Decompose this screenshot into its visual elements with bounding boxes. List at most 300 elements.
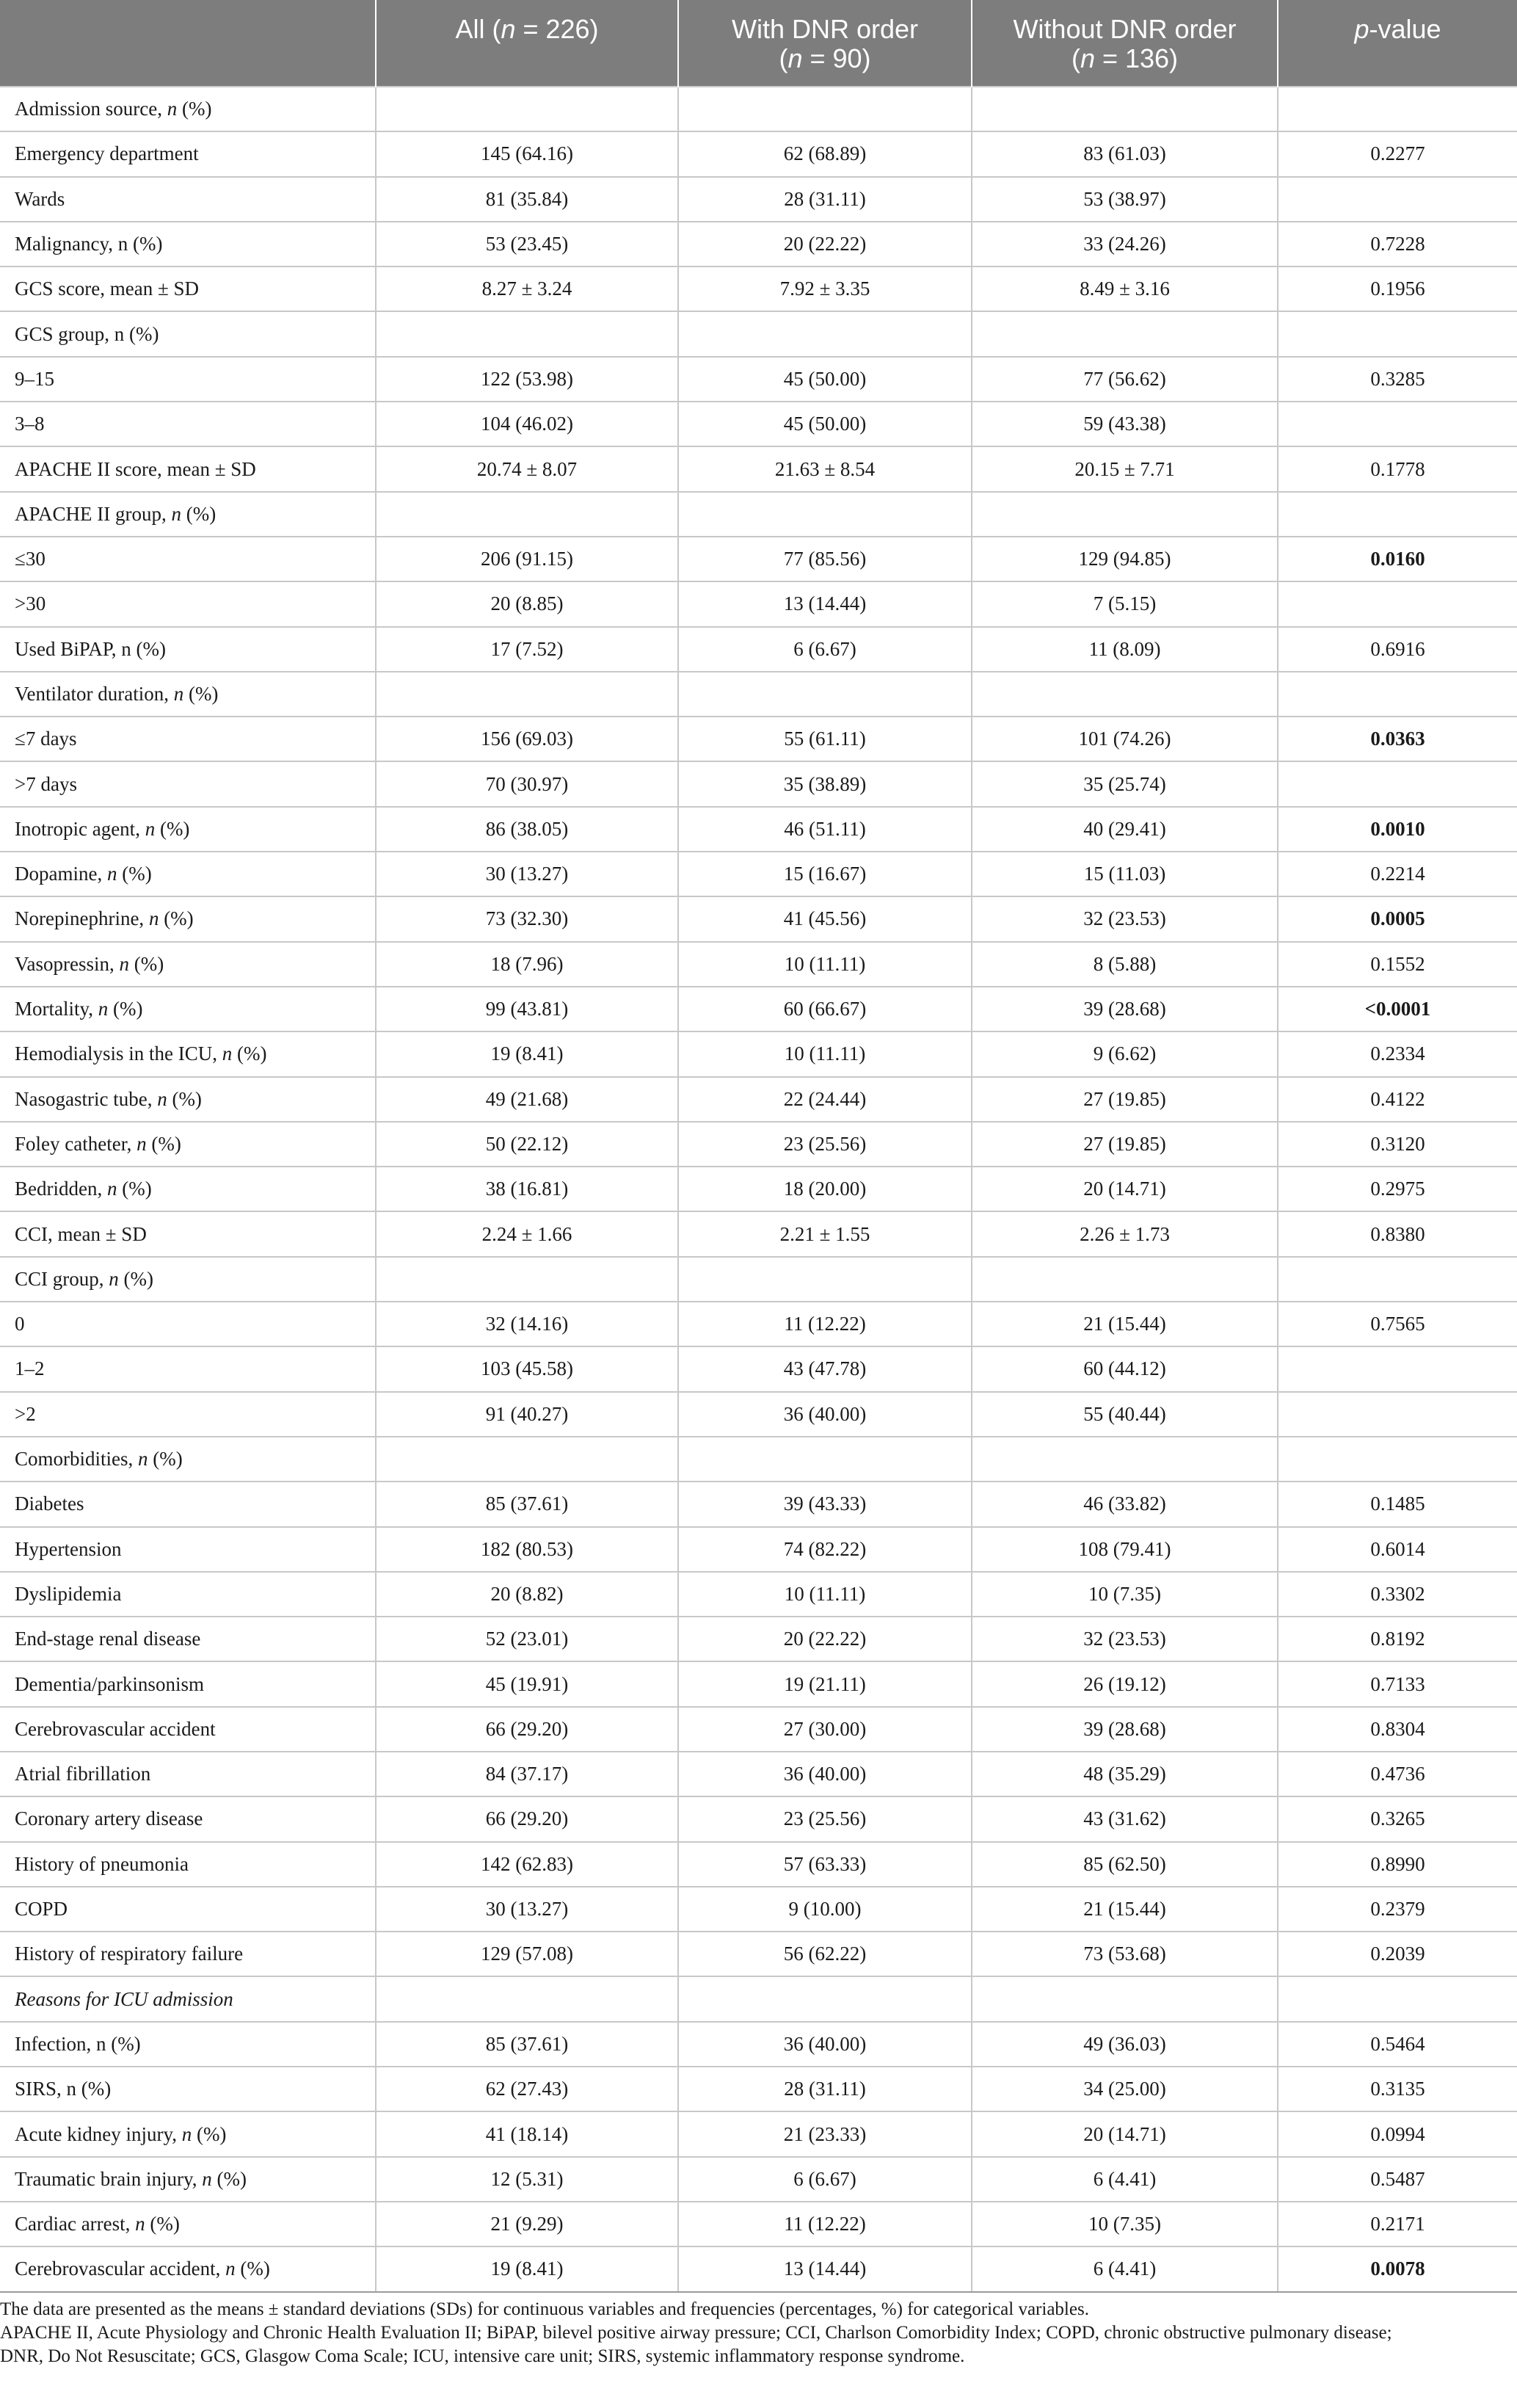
table-row xyxy=(0,1031,1517,1076)
value-cell xyxy=(972,1976,1278,2021)
value-cell: 32 (14.16) xyxy=(376,1302,678,1346)
value-cell: 45 (50.00) xyxy=(678,402,972,446)
table-row xyxy=(0,1302,1517,1346)
footnote-line: DNR, Do Not Resuscitate; GCS, Glasgow Coma Scale; ICU, intensive care unit; SIRS, systemic inflammatory response syndrome. xyxy=(0,2346,965,2366)
text-segment: n xyxy=(106,1178,117,1200)
value-cell: 49 (21.68) xyxy=(376,1077,678,1122)
value-cell: 6 (6.67) xyxy=(678,2157,972,2202)
p-value-cell: 0.1956 xyxy=(1278,266,1517,311)
table-row xyxy=(0,987,1517,1031)
value-cell: 13 (14.44) xyxy=(678,2246,972,2291)
value-cell: 18 (7.96) xyxy=(376,942,678,987)
value-cell: 17 (7.52) xyxy=(376,627,678,672)
text-segment: Nasogastric tube, xyxy=(15,1087,158,1110)
text-segment: Emergency department xyxy=(15,142,199,165)
text-segment: (%) xyxy=(155,817,190,840)
text-segment: (%) xyxy=(183,683,219,705)
value-cell: 145 (64.16) xyxy=(376,131,678,176)
value-cell: 39 (43.33) xyxy=(678,1482,972,1526)
text-segment: Atrial fibrillation xyxy=(15,1763,151,1785)
table-row xyxy=(0,581,1517,626)
table-row xyxy=(0,311,1517,356)
p-value-cell: 0.7565 xyxy=(1278,1302,1517,1346)
text-segment: Comorbidities, xyxy=(15,1448,138,1470)
row-label xyxy=(0,2022,376,2067)
p-value-cell: 0.8380 xyxy=(1278,1211,1517,1256)
value-cell: 48 (35.29) xyxy=(972,1752,1278,1796)
text-segment: n xyxy=(157,1087,167,1110)
p-value-cell: 0.7228 xyxy=(1278,222,1517,266)
row-label xyxy=(0,1437,376,1482)
row-label xyxy=(0,807,376,852)
column-header xyxy=(1278,0,1517,87)
table-row xyxy=(0,1437,1517,1482)
value-cell: 21.63 ± 8.54 xyxy=(678,446,972,491)
text-segment: n xyxy=(119,952,129,975)
value-cell: 34 (25.00) xyxy=(972,2067,1278,2111)
value-cell: 6 (4.41) xyxy=(972,2246,1278,2291)
table-row xyxy=(0,807,1517,852)
row-label xyxy=(0,1617,376,1661)
value-cell: 46 (51.11) xyxy=(678,807,972,852)
text-segment: n xyxy=(222,1042,233,1065)
text-segment: Without DNR order xyxy=(1013,14,1237,44)
text-segment: n xyxy=(106,863,117,885)
text-segment: n xyxy=(109,1267,119,1290)
value-cell: 182 (80.53) xyxy=(376,1527,678,1572)
p-value-cell: 0.4736 xyxy=(1278,1752,1517,1796)
text-segment: (%) xyxy=(159,907,194,930)
value-cell: 85 (37.61) xyxy=(376,1482,678,1526)
p-value-cell: 0.2379 xyxy=(1278,1887,1517,1932)
p-value-cell: 0.7133 xyxy=(1278,1661,1517,1706)
value-cell xyxy=(678,87,972,131)
p-value-cell: 0.3302 xyxy=(1278,1572,1517,1617)
row-label xyxy=(0,1796,376,1841)
value-cell: 32 (23.53) xyxy=(972,1617,1278,1661)
text-segment: Hemodialysis in the ICU, xyxy=(15,1042,222,1065)
text-segment: SIRS, n (%) xyxy=(15,2078,112,2100)
text-segment: n xyxy=(501,14,516,44)
table-row xyxy=(0,1976,1517,2021)
table-row xyxy=(0,717,1517,761)
p-value-cell: 0.8192 xyxy=(1278,1617,1517,1661)
value-cell: 53 (38.97) xyxy=(972,177,1278,222)
value-cell: 41 (45.56) xyxy=(678,896,972,941)
footnote-line: The data are presented as the means ± standard deviations (SDs) for continuous variables and frequencies (percentages, %) for categorical variables. xyxy=(0,2299,1089,2319)
table-row xyxy=(0,2022,1517,2067)
text-segment: Wards xyxy=(15,187,65,210)
text-segment: Used BiPAP, n (%) xyxy=(15,637,167,660)
text-segment: 0 xyxy=(15,1313,25,1335)
p-value-cell: 0.3285 xyxy=(1278,357,1517,402)
text-segment: (%) xyxy=(211,2167,247,2190)
value-cell: 10 (7.35) xyxy=(972,1572,1278,1617)
row-label xyxy=(0,942,376,987)
value-cell: 23 (25.56) xyxy=(678,1122,972,1167)
text-segment: n xyxy=(135,2213,145,2235)
value-cell: 36 (40.00) xyxy=(678,2022,972,2067)
text-segment: 3–8 xyxy=(15,413,45,435)
row-label xyxy=(0,672,376,717)
text-segment: (%) xyxy=(148,1448,183,1470)
value-cell xyxy=(376,311,678,356)
table-row xyxy=(0,537,1517,581)
text-segment: (%) xyxy=(129,952,164,975)
value-cell: 62 (68.89) xyxy=(678,131,972,176)
p-value-cell: 0.1778 xyxy=(1278,446,1517,491)
table-row xyxy=(0,1257,1517,1302)
row-label xyxy=(0,2111,376,2156)
p-value-cell: 0.6916 xyxy=(1278,627,1517,672)
value-cell: 156 (69.03) xyxy=(376,717,678,761)
row-label xyxy=(0,1257,376,1302)
value-cell: 2.24 ± 1.66 xyxy=(376,1211,678,1256)
row-label xyxy=(0,537,376,581)
p-value-cell: 0.2039 xyxy=(1278,1932,1517,1976)
text-segment: APACHE II score, mean ± SD xyxy=(15,457,256,480)
p-value-cell: 0.3135 xyxy=(1278,2067,1517,2111)
text-segment: n xyxy=(202,2167,212,2190)
text-segment: n xyxy=(145,817,156,840)
value-cell: 2.26 ± 1.73 xyxy=(972,1211,1278,1256)
row-label xyxy=(0,1122,376,1167)
text-segment: Dopamine, xyxy=(15,863,107,885)
p-value-cell: 0.1485 xyxy=(1278,1482,1517,1526)
row-label xyxy=(0,1167,376,1211)
value-cell xyxy=(678,1257,972,1302)
p-value-cell: 0.2277 xyxy=(1278,131,1517,176)
table-row xyxy=(0,402,1517,446)
table-row xyxy=(0,1932,1517,1976)
text-segment: p xyxy=(1354,14,1369,44)
table-row xyxy=(0,1167,1517,1211)
table-row xyxy=(0,2111,1517,2156)
value-cell: 20 (14.71) xyxy=(972,1167,1278,1211)
value-cell: 70 (30.97) xyxy=(376,761,678,806)
value-cell: 101 (74.26) xyxy=(972,717,1278,761)
value-cell: 45 (19.91) xyxy=(376,1661,678,1706)
value-cell: 77 (56.62) xyxy=(972,357,1278,402)
p-value-cell: <0.0001 xyxy=(1278,987,1517,1031)
text-segment: (%) xyxy=(108,998,143,1020)
text-segment: Dyslipidemia xyxy=(15,1582,122,1605)
value-cell xyxy=(376,492,678,537)
row-label xyxy=(0,1887,376,1932)
value-cell: 26 (19.12) xyxy=(972,1661,1278,1706)
value-cell: 15 (16.67) xyxy=(678,852,972,896)
value-cell: 21 (15.44) xyxy=(972,1302,1278,1346)
text-segment: Acute kidney injury, xyxy=(15,2122,182,2145)
row-label xyxy=(0,492,376,537)
p-value-cell: 0.0010 xyxy=(1278,807,1517,852)
p-value-cell xyxy=(1278,1346,1517,1391)
value-cell: 9 (6.62) xyxy=(972,1031,1278,1076)
text-segment: n xyxy=(171,502,182,525)
value-cell: 45 (50.00) xyxy=(678,357,972,402)
text-segment: = 136) xyxy=(1094,43,1179,73)
value-cell: 43 (31.62) xyxy=(972,1796,1278,1841)
value-cell xyxy=(376,87,678,131)
table-row xyxy=(0,1211,1517,1256)
text-segment: All ( xyxy=(455,14,501,44)
text-segment: Cerebrovascular accident xyxy=(15,1717,216,1740)
value-cell: 104 (46.02) xyxy=(376,402,678,446)
value-cell: 27 (19.85) xyxy=(972,1077,1278,1122)
row-label xyxy=(0,402,376,446)
table-row xyxy=(0,446,1517,491)
value-cell: 27 (19.85) xyxy=(972,1122,1278,1167)
row-label xyxy=(0,717,376,761)
p-value-cell: 0.4122 xyxy=(1278,1077,1517,1122)
text-segment: GCS group, n (%) xyxy=(15,322,159,345)
table-row xyxy=(0,177,1517,222)
p-value-cell xyxy=(1278,581,1517,626)
row-label xyxy=(0,1211,376,1256)
table-row xyxy=(0,1527,1517,1572)
text-segment: n xyxy=(225,2258,236,2280)
value-cell: 66 (29.20) xyxy=(376,1707,678,1752)
row-label xyxy=(0,1302,376,1346)
header-row xyxy=(0,0,1517,87)
row-label xyxy=(0,1527,376,1572)
value-cell: 50 (22.12) xyxy=(376,1122,678,1167)
text-segment: Cardiac arrest, xyxy=(15,2213,136,2235)
p-value-cell: 0.2171 xyxy=(1278,2202,1517,2246)
row-label xyxy=(0,1707,376,1752)
text-segment: (%) xyxy=(192,2122,227,2145)
table-row xyxy=(0,131,1517,176)
table-row xyxy=(0,627,1517,672)
p-value-cell xyxy=(1278,761,1517,806)
p-value-cell: 0.6014 xyxy=(1278,1527,1517,1572)
p-value-cell: 0.0005 xyxy=(1278,896,1517,941)
value-cell xyxy=(972,1257,1278,1302)
text-segment: Vasopressin, xyxy=(15,952,120,975)
value-cell: 10 (11.11) xyxy=(678,1031,972,1076)
text-segment: n xyxy=(167,98,178,120)
value-cell: 86 (38.05) xyxy=(376,807,678,852)
value-cell xyxy=(376,1976,678,2021)
p-value-cell: 0.2334 xyxy=(1278,1031,1517,1076)
value-cell: 77 (85.56) xyxy=(678,537,972,581)
text-segment: n xyxy=(138,1448,148,1470)
value-cell: 20 (8.85) xyxy=(376,581,678,626)
text-segment: GCS score, mean ± SD xyxy=(15,278,200,300)
p-value-cell xyxy=(1278,1437,1517,1482)
table-row xyxy=(0,1482,1517,1526)
text-segment: = 90) xyxy=(802,43,871,73)
table-row xyxy=(0,942,1517,987)
p-value-cell: 0.5464 xyxy=(1278,2022,1517,2067)
text-segment: (%) xyxy=(117,863,152,885)
p-value-cell: 0.0363 xyxy=(1278,717,1517,761)
text-segment: APACHE II group, xyxy=(15,502,172,525)
text-segment: Reasons for ICU admission xyxy=(15,1987,233,2010)
value-cell xyxy=(678,492,972,537)
row-label xyxy=(0,266,376,311)
text-segment: Cerebrovascular accident, xyxy=(15,2258,226,2280)
value-cell: 39 (28.68) xyxy=(972,1707,1278,1752)
value-cell: 55 (40.44) xyxy=(972,1392,1278,1437)
value-cell: 20 (22.22) xyxy=(678,222,972,266)
value-cell: 11 (12.22) xyxy=(678,2202,972,2246)
text-segment: n xyxy=(1080,43,1095,73)
row-label xyxy=(0,2157,376,2202)
value-cell: 12 (5.31) xyxy=(376,2157,678,2202)
row-label xyxy=(0,1482,376,1526)
table-row xyxy=(0,1842,1517,1887)
value-cell: 84 (37.17) xyxy=(376,1752,678,1796)
value-cell: 129 (57.08) xyxy=(376,1932,678,1976)
text-segment: COPD xyxy=(15,1898,68,1921)
p-value-cell xyxy=(1278,1392,1517,1437)
value-cell: 206 (91.15) xyxy=(376,537,678,581)
value-cell: 19 (21.11) xyxy=(678,1661,972,1706)
text-segment: (%) xyxy=(145,2213,180,2235)
text-segment: n xyxy=(148,907,159,930)
value-cell: 85 (37.61) xyxy=(376,2022,678,2067)
value-cell: 36 (40.00) xyxy=(678,1752,972,1796)
table-row xyxy=(0,1707,1517,1752)
table-row xyxy=(0,1617,1517,1661)
value-cell: 20 (8.82) xyxy=(376,1572,678,1617)
text-segment: Traumatic brain injury, xyxy=(15,2167,203,2190)
row-label xyxy=(0,581,376,626)
column-header xyxy=(972,0,1278,87)
text-segment: History of pneumonia xyxy=(15,1852,189,1875)
p-value-cell xyxy=(1278,1257,1517,1302)
table-header xyxy=(0,0,1517,87)
row-label xyxy=(0,131,376,176)
table-row xyxy=(0,1572,1517,1617)
value-cell: 27 (30.00) xyxy=(678,1707,972,1752)
value-cell: 10 (7.35) xyxy=(972,2202,1278,2246)
value-cell: 41 (18.14) xyxy=(376,2111,678,2156)
table-row xyxy=(0,852,1517,896)
text-segment: Dementia/parkinsonism xyxy=(15,1672,204,1695)
p-value-cell xyxy=(1278,177,1517,222)
value-cell: 122 (53.98) xyxy=(376,357,678,402)
value-cell: 19 (8.41) xyxy=(376,1031,678,1076)
p-value-cell: 0.5487 xyxy=(1278,2157,1517,2202)
value-cell: 57 (63.33) xyxy=(678,1842,972,1887)
value-cell: 74 (82.22) xyxy=(678,1527,972,1572)
value-cell: 53 (23.45) xyxy=(376,222,678,266)
value-cell: 91 (40.27) xyxy=(376,1392,678,1437)
text-segment: CCI, mean ± SD xyxy=(15,1222,147,1245)
row-label xyxy=(0,1077,376,1122)
text-segment: Diabetes xyxy=(15,1493,84,1515)
value-cell xyxy=(972,492,1278,537)
table-row xyxy=(0,492,1517,537)
value-cell: 28 (31.11) xyxy=(678,177,972,222)
table-row xyxy=(0,761,1517,806)
value-cell: 66 (29.20) xyxy=(376,1796,678,1841)
table-row xyxy=(0,266,1517,311)
p-value-cell: 0.8304 xyxy=(1278,1707,1517,1752)
text-segment: (%) xyxy=(177,98,212,120)
value-cell: 43 (47.78) xyxy=(678,1346,972,1391)
p-value-cell xyxy=(1278,672,1517,717)
value-cell: 129 (94.85) xyxy=(972,537,1278,581)
table-body xyxy=(0,87,1517,2292)
value-cell: 32 (23.53) xyxy=(972,896,1278,941)
value-cell xyxy=(972,87,1278,131)
row-label xyxy=(0,1842,376,1887)
value-cell: 8.27 ± 3.24 xyxy=(376,266,678,311)
value-cell: 10 (11.11) xyxy=(678,1572,972,1617)
value-cell: 60 (66.67) xyxy=(678,987,972,1031)
column-header xyxy=(376,0,678,87)
p-value-cell: 0.0994 xyxy=(1278,2111,1517,2156)
text-segment: Infection, n (%) xyxy=(15,2032,141,2055)
p-value-cell xyxy=(1278,311,1517,356)
row-label xyxy=(0,222,376,266)
text-segment: ( xyxy=(1071,43,1080,73)
text-segment: ( xyxy=(779,43,788,73)
text-segment: ≤7 days xyxy=(15,728,77,750)
table-row xyxy=(0,2202,1517,2246)
value-cell: 8.49 ± 3.16 xyxy=(972,266,1278,311)
value-cell: 11 (12.22) xyxy=(678,1302,972,1346)
value-cell xyxy=(678,1437,972,1482)
value-cell: 62 (27.43) xyxy=(376,2067,678,2111)
text-segment: n xyxy=(181,2122,192,2145)
table-row xyxy=(0,1346,1517,1391)
table-row xyxy=(0,1122,1517,1167)
table-footnotes xyxy=(0,2298,1517,2368)
value-cell: 40 (29.41) xyxy=(972,807,1278,852)
value-cell: 56 (62.22) xyxy=(678,1932,972,1976)
text-segment: -value xyxy=(1369,14,1441,44)
text-segment: (%) xyxy=(181,502,217,525)
text-segment: With DNR order xyxy=(731,14,919,44)
row-label xyxy=(0,627,376,672)
value-cell: 18 (20.00) xyxy=(678,1167,972,1211)
p-value-cell: 0.0160 xyxy=(1278,537,1517,581)
row-label xyxy=(0,446,376,491)
value-cell: 20 (22.22) xyxy=(678,1617,972,1661)
column-header xyxy=(678,0,972,87)
p-value-cell: 0.2214 xyxy=(1278,852,1517,896)
table-row xyxy=(0,1661,1517,1706)
table-row xyxy=(0,1887,1517,1932)
value-cell xyxy=(972,311,1278,356)
table-row xyxy=(0,672,1517,717)
text-segment: 1–2 xyxy=(15,1357,45,1380)
value-cell: 39 (28.68) xyxy=(972,987,1278,1031)
row-label xyxy=(0,357,376,402)
p-value-cell: 0.3265 xyxy=(1278,1796,1517,1841)
p-value-cell: 0.8990 xyxy=(1278,1842,1517,1887)
value-cell: 55 (61.11) xyxy=(678,717,972,761)
p-value-cell: 0.2975 xyxy=(1278,1167,1517,1211)
value-cell: 142 (62.83) xyxy=(376,1842,678,1887)
value-cell xyxy=(678,1976,972,2021)
text-segment: (%) xyxy=(235,2258,270,2280)
text-segment: Coronary artery disease xyxy=(15,1807,203,1830)
text-segment: (%) xyxy=(146,1132,181,1155)
row-label xyxy=(0,852,376,896)
value-cell: 108 (79.41) xyxy=(972,1527,1278,1572)
value-cell xyxy=(376,672,678,717)
table-row xyxy=(0,2067,1517,2111)
value-cell: 30 (13.27) xyxy=(376,1887,678,1932)
text-segment: Foley catheter, xyxy=(15,1132,137,1155)
row-label xyxy=(0,1392,376,1437)
value-cell: 35 (38.89) xyxy=(678,761,972,806)
